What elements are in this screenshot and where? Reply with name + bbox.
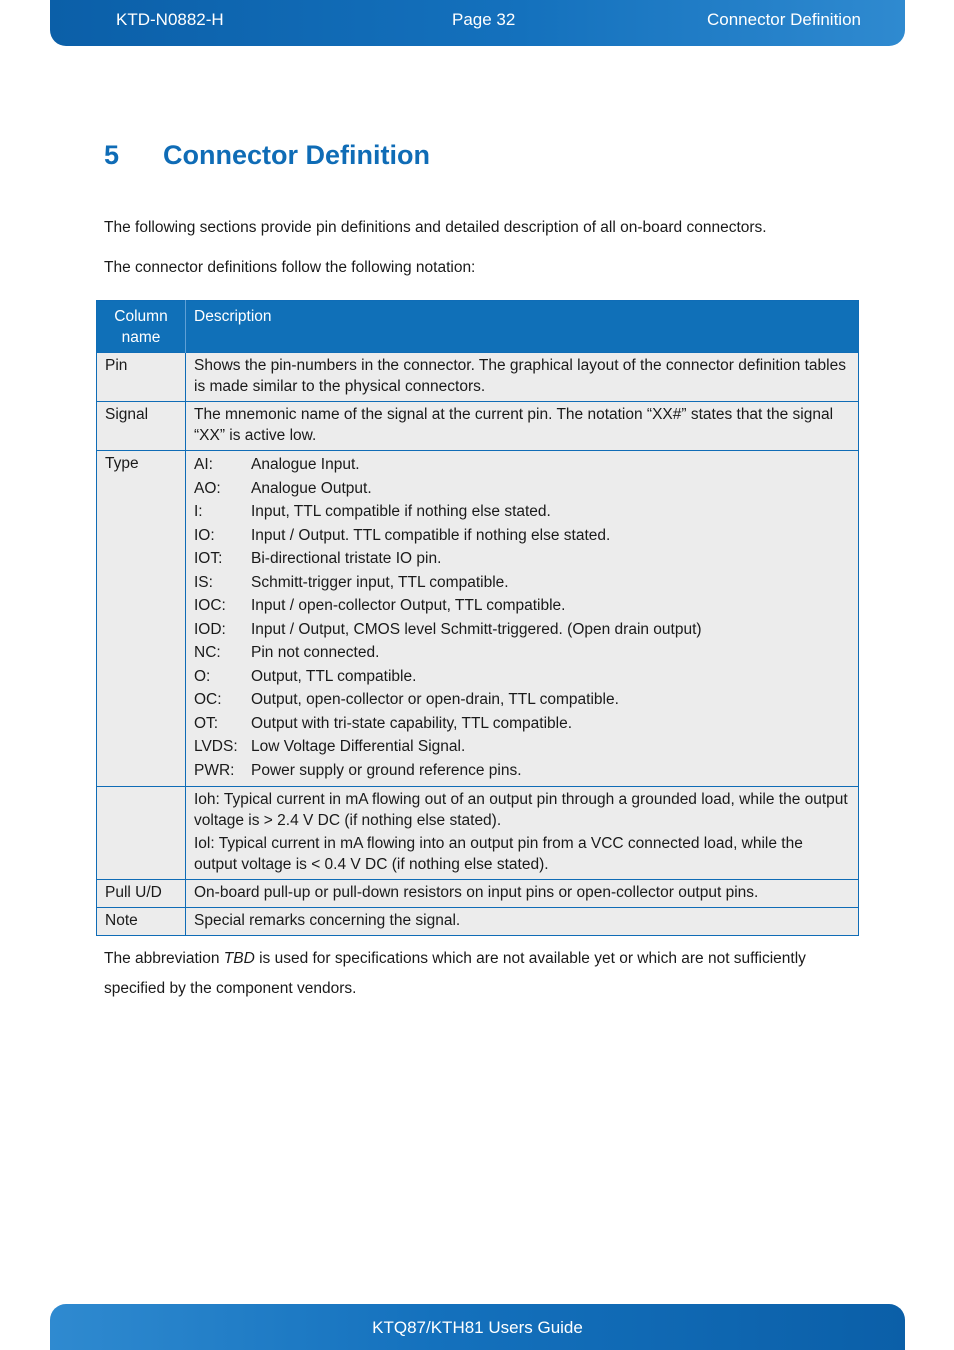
table-row — [97, 908, 859, 936]
row-name-note: Note — [97, 908, 186, 936]
type-text: Low Voltage Differential Signal. — [251, 738, 466, 755]
row-name-pull: Pull U/D — [97, 880, 186, 908]
type-item — [194, 618, 850, 642]
notation-table — [96, 300, 859, 936]
type-text: Input, TTL compatible if nothing else stated. — [251, 503, 551, 520]
table-row — [97, 787, 859, 880]
row-name-ioh-iol — [97, 787, 186, 880]
abbrev-text-after: is used for specifications which are not available yet or which are not sufficiently specified by the component vendors. — [104, 950, 806, 997]
page-footer — [50, 1304, 905, 1350]
iol-description: Iol: Typical current in mA flowing into an output pin from a VCC connected load, while the output voltage is < 0.4 V DC (if nothing else stated). — [194, 835, 803, 873]
type-item — [194, 759, 850, 783]
type-item — [194, 712, 850, 736]
header-doc-id: KTD-N0882-H — [116, 10, 224, 29]
page-header — [50, 0, 905, 46]
type-code: NC: — [194, 644, 221, 661]
type-code: AO: — [194, 479, 221, 497]
type-code: IS: — [194, 573, 213, 591]
type-item — [194, 665, 850, 689]
type-code: OT: — [194, 714, 219, 732]
type-item — [194, 477, 850, 501]
section-title: Connector Definition — [163, 140, 430, 170]
table-row — [97, 880, 859, 908]
type-text: Output, open-collector or open-drain, TTL compatible. — [251, 691, 619, 708]
row-name-pin: Pin — [97, 353, 186, 402]
abbreviation-paragraph — [104, 944, 844, 1004]
section-number: 5 — [104, 140, 120, 170]
header-page-number: Page 32 — [452, 10, 516, 29]
type-text: Output, TTL compatible. — [251, 667, 417, 685]
footer-title: KTQ87/KTH81 Users Guide — [372, 1318, 583, 1337]
type-text: Input / Output. TTL compatible if nothing else stated. — [251, 526, 611, 544]
type-code: I: — [194, 503, 203, 520]
type-item — [194, 735, 850, 759]
type-code: OC: — [194, 691, 222, 708]
row-desc-note: Special remarks concerning the signal. — [186, 908, 859, 936]
type-code: IO: — [194, 526, 215, 544]
type-item — [194, 547, 850, 571]
type-item — [194, 500, 850, 524]
type-code: O: — [194, 667, 211, 685]
type-item — [194, 453, 850, 477]
type-text: Output with tri-state capability, TTL compatible. — [251, 714, 573, 732]
type-code: IOC: — [194, 597, 226, 614]
type-item — [194, 571, 850, 595]
header-section-title: Connector Definition — [706, 10, 861, 29]
type-text: Input / open-collector Output, TTL compatible. — [251, 597, 566, 614]
intro-paragraph-1: The following sections provide pin definitions and detailed description of all on-board connectors. — [104, 219, 767, 236]
table-row — [97, 402, 859, 451]
row-desc-type — [186, 451, 859, 787]
ioh-description: Ioh: Typical current in mA flowing out of an output pin through a grounded load, while the output voltage is > 2.4 V DC (if nothing else stated). — [194, 791, 848, 829]
row-desc-signal: The mnemonic name of the signal at the current pin. The notation “XX#” states that the signal “XX” is active low. — [186, 402, 859, 451]
abbrev-term: TBD — [223, 950, 255, 967]
row-desc-pull: On-board pull-up or pull-down resistors on input pins or open-collector output pins. — [186, 880, 859, 908]
row-desc-ioh-iol — [186, 787, 859, 880]
type-code: IOD: — [194, 620, 226, 638]
type-text: Analogue Input. — [251, 456, 360, 473]
type-text: Pin not connected. — [251, 644, 380, 661]
type-code: AI: — [194, 456, 213, 473]
row-desc-pin: Shows the pin-numbers in the connector. The graphical layout of the connector definition tables is made similar to the physical connectors. — [186, 353, 859, 402]
section-heading — [104, 140, 430, 171]
type-text: Analogue Output. — [251, 479, 372, 497]
intro-paragraph-2: The connector definitions follow the following notation: — [104, 259, 476, 276]
header-description: Description — [186, 301, 859, 353]
type-text: Bi-directional tristate IO pin. — [251, 550, 442, 567]
type-text: Schmitt-trigger input, TTL compatible. — [251, 573, 509, 591]
type-text: Input / Output, CMOS level Schmitt-triggered. (Open drain output) — [251, 620, 702, 638]
row-name-signal: Signal — [97, 402, 186, 451]
abbrev-text-before: The abbreviation — [104, 950, 224, 967]
type-code: PWR: — [194, 761, 235, 779]
type-code: LVDS: — [194, 738, 238, 755]
type-text: Power supply or ground reference pins. — [251, 761, 522, 779]
type-item — [194, 641, 850, 665]
table-header-row — [97, 301, 859, 353]
header-column-name: Column name — [97, 301, 186, 353]
type-code: IOT: — [194, 550, 223, 567]
type-item — [194, 688, 850, 712]
row-name-type: Type — [97, 451, 186, 787]
table-row — [97, 451, 859, 787]
table-row — [97, 353, 859, 402]
type-item — [194, 524, 850, 548]
type-item — [194, 594, 850, 618]
